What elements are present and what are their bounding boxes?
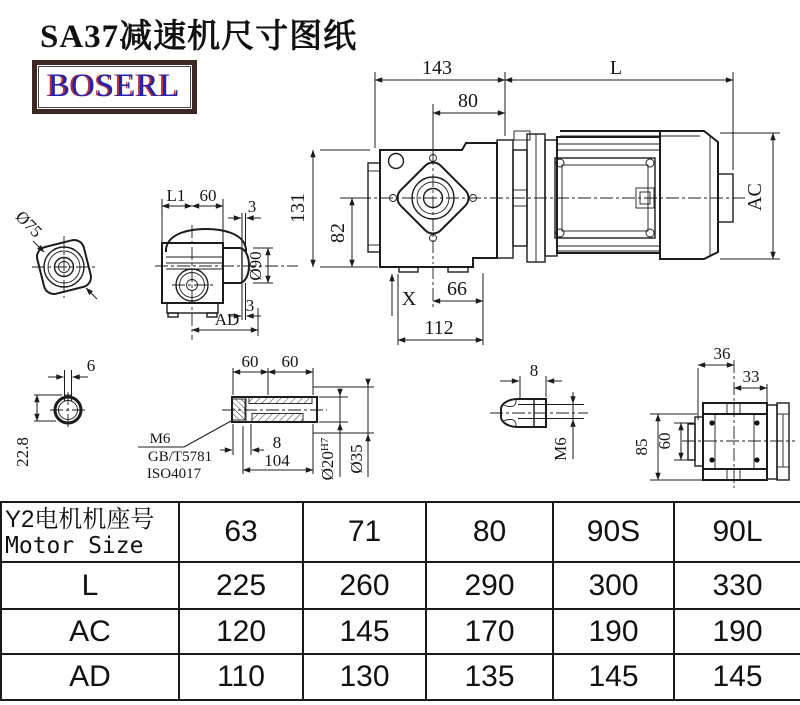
table-row-AD <box>1 654 800 700</box>
dim-66: 66 <box>447 278 467 300</box>
dim-d90: Ø90 <box>246 251 265 281</box>
dim-X: X <box>401 288 417 310</box>
header-col-90s: 90S <box>553 502 674 562</box>
dim-82: 82 <box>327 223 349 243</box>
cell-AC-71: 145 <box>303 609 426 654</box>
dim-60b: 60 <box>281 352 299 371</box>
header-motor-size-cn: Y2电机机座号 <box>5 505 155 533</box>
cell-L-90l: 330 <box>674 562 800 609</box>
key-section-view <box>13 356 95 467</box>
dimension-table <box>0 501 800 701</box>
shaft-view <box>138 352 374 482</box>
cell-AC-90l: 190 <box>674 609 800 654</box>
dim-3-bottom: 3 <box>245 296 255 315</box>
dim-60a: 60 <box>241 352 259 371</box>
dim-60-top: 60 <box>199 186 217 205</box>
header-motor-size-en: Motor Size <box>5 532 144 559</box>
cell-AD-90l: 145 <box>674 654 800 700</box>
header-motor-size <box>1 502 179 562</box>
row-label-AD: AD <box>1 654 179 700</box>
dim-131: 131 <box>287 193 309 223</box>
page-title: SA37减速机尺寸图纸 <box>40 19 358 55</box>
dim-m6-input: M6 <box>551 437 570 461</box>
cell-AD-71: 130 <box>303 654 426 700</box>
dim-36: 36 <box>713 344 731 363</box>
dim-AD: AD <box>214 310 240 329</box>
dim-33: 33 <box>742 367 760 386</box>
dim-80: 80 <box>458 90 478 112</box>
table-header-row <box>1 502 800 562</box>
brand-logo <box>32 60 197 114</box>
cell-AD-80: 135 <box>426 654 553 700</box>
table-row-AC <box>1 609 800 654</box>
dim-112: 112 <box>424 317 454 339</box>
dim-8-input: 8 <box>529 361 539 380</box>
dim-104: 104 <box>264 451 290 470</box>
cell-AD-90s: 145 <box>553 654 674 700</box>
callout-gb-standard: GB/T5781 <box>147 449 213 465</box>
table-row-L <box>1 562 800 609</box>
input-shaft-view <box>490 361 588 461</box>
callout-iso-standard: ISO4017 <box>146 466 202 482</box>
callout-m6: M6 <box>149 431 171 447</box>
header-col-80: 80 <box>426 502 553 562</box>
dim-AC: AC <box>744 183 766 211</box>
top-view <box>155 186 298 340</box>
dim-8-key: 8 <box>272 433 282 452</box>
brand-logo-text: BOSERL <box>48 68 181 104</box>
dim-60-rear: 60 <box>655 432 674 450</box>
rear-view <box>632 344 795 488</box>
row-label-L: L <box>1 562 179 609</box>
cell-AC-90s: 190 <box>553 609 674 654</box>
cell-AD-63: 110 <box>179 654 303 700</box>
cell-AC-63: 120 <box>179 609 303 654</box>
cell-L-80: 290 <box>426 562 553 609</box>
cell-L-63: 225 <box>179 562 303 609</box>
dim-22.8: 22.8 <box>13 437 32 467</box>
row-label-AC: AC <box>1 609 179 654</box>
cell-L-90s: 300 <box>553 562 674 609</box>
flange-view <box>12 207 97 299</box>
header-col-63: 63 <box>179 502 303 562</box>
cell-AC-80: 170 <box>426 609 553 654</box>
dim-d35: Ø35 <box>347 444 366 474</box>
dim-6: 6 <box>86 356 96 375</box>
cell-L-71: 260 <box>303 562 426 609</box>
main-view <box>287 57 780 345</box>
dim-d20h7: $Ø20^{H7}$ <box>318 437 337 481</box>
header-col-90l: 90L <box>674 502 800 562</box>
dim-143: 143 <box>422 57 452 79</box>
dim-3-top: 3 <box>247 197 257 216</box>
dim-d75: Ø75 <box>11 207 46 242</box>
dim-85: 85 <box>632 438 651 456</box>
header-col-71: 71 <box>303 502 426 562</box>
dim-L1: L1 <box>166 186 186 205</box>
dim-L: L <box>609 57 623 79</box>
